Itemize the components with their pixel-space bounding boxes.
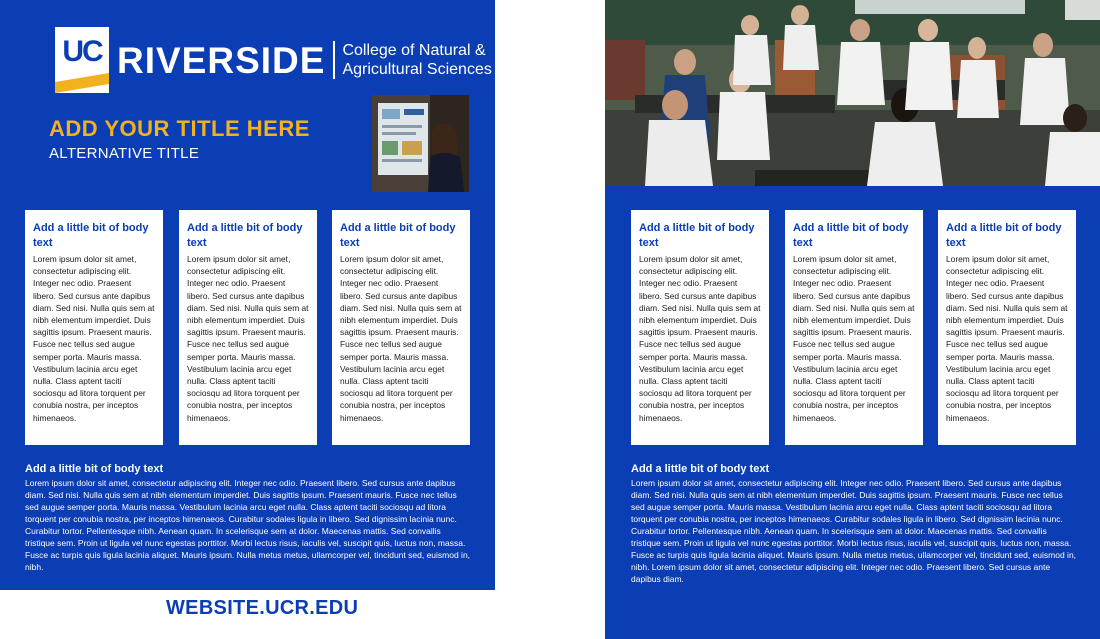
uc-logo-mark: [55, 27, 109, 93]
body-text-card: [631, 210, 769, 445]
college-name-line-1: College of Natural &: [342, 42, 486, 59]
bottom-text-block: [631, 463, 1077, 585]
card-heading: Add a little bit of body text: [639, 222, 755, 249]
card-heading: Add a little bit of body text: [946, 222, 1062, 249]
body-text-card: [332, 210, 470, 445]
body-text-card: [938, 210, 1076, 445]
body-text-card: [179, 210, 317, 445]
lab-students-photo: [605, 0, 1100, 186]
bottom-heading: Add a little bit of body text: [631, 463, 770, 475]
college-name: [342, 41, 491, 79]
body-text-card: [25, 210, 163, 445]
card-body: Lorem ipsum dolor sit amet, consectetur adipiscing elit. Integer nec odio. Praesent libero. Sed cursus ante dapibus diam. Sed nisi. Nulla quis sem at nibh elementum imperdiet. Duis sagittis ipsum. Praesent mauris. Fusce nec tellus sed augue semper porta. Mauris massa. Vestibulum lacinia arcu eget nulla. Class aptent taciti sociosqu ad litora torquent per conubia nostra, per inceptos himenaeos.: [33, 254, 155, 423]
ucr-logo: [55, 27, 492, 93]
flyer-title: ADD YOUR TITLE HERE: [49, 116, 310, 141]
bottom-heading: Add a little bit of body text: [25, 463, 164, 475]
card-heading: Add a little bit of body text: [33, 222, 149, 249]
bottom-body: Lorem ipsum dolor sit amet, consectetur adipiscing elit. Integer nec odio. Praesent libero. Sed cursus ante dapibus diam. Sed nisi. Nulla quis sem at nibh elementum imperdiet. Duis sagittis ipsum. Praesent mauris. Fusce nec tellus sed augue semper porta. Mauris massa. Vestibulum lacinia arcu eget nulla. Class aptent taciti sociosqu ad litora torquent per conubia nostra, per inceptos himenaeos. Curabitur sodales ligula in libero. Sed dignissim lacinia nunc. Curabitur tortor. Pellentesque nibh. Aenean quam. In scelerisque sem at dolor. Maecenas mattis. Sed convallis tristique sem. Proin ut ligula vel nunc egestas porttitor. Morbi lectus risus, iaculis vel, suscipit quis, luctus non, massa. Fusce ac turpis quis ligula lacinia aliquet. Mauris ipsum. Nulla metus metus, ullamcorper vel, tincidunt sed, euismod in, nibh. Lorem ipsum dolor sit amet, consectetur adipiscing elit. Integer nec odio. Praesent libero. Sed cursus ante dapibus diam.: [631, 478, 1077, 584]
card-body: Lorem ipsum dolor sit amet, consectetur adipiscing elit. Integer nec odio. Praesent libero. Sed cursus ante dapibus diam. Sed nisi. Nulla quis sem at nibh elementum imperdiet. Duis sagittis ipsum. Praesent mauris. Fusce nec tellus sed augue semper porta. Mauris massa. Vestibulum lacinia arcu eget nulla. Class aptent taciti sociosqu ad litora torquent per conubia nostra, per inceptos himenaeos.: [187, 254, 309, 423]
logo-wordmark: RIVERSIDE: [117, 39, 326, 81]
card-body: Lorem ipsum dolor sit amet, consectetur adipiscing elit. Integer nec odio. Praesent libero. Sed cursus ante dapibus diam. Sed nisi. Nulla quis sem at nibh elementum imperdiet. Duis sagittis ipsum. Praesent mauris. Fusce nec tellus sed augue semper porta. Mauris massa. Vestibulum lacinia arcu eget nulla. Class aptent taciti sociosqu ad litora torquent per conubia nostra, per inceptos himenaeos.: [793, 254, 915, 423]
card-body: Lorem ipsum dolor sit amet, consectetur adipiscing elit. Integer nec odio. Praesent libero. Sed cursus ante dapibus diam. Sed nisi. Nulla quis sem at nibh elementum imperdiet. Duis sagittis ipsum. Praesent mauris. Fusce nec tellus sed augue semper porta. Mauris massa. Vestibulum lacinia arcu eget nulla. Class aptent taciti sociosqu ad litora torquent per conubia nostra, per inceptos himenaeos.: [639, 254, 761, 423]
uc-logo-letters: UC: [62, 35, 102, 68]
website-url: WEBSITE.UCR.EDU: [166, 597, 359, 619]
flyer-page-right: [605, 0, 1100, 639]
flyer-alt-title: ALTERNATIVE TITLE: [49, 145, 200, 162]
body-text-card: [785, 210, 923, 445]
card-body: Lorem ipsum dolor sit amet, consectetur adipiscing elit. Integer nec odio. Praesent libero. Sed cursus ante dapibus diam. Sed nisi. Nulla quis sem at nibh elementum imperdiet. Duis sagittis ipsum. Praesent mauris. Fusce nec tellus sed augue semper porta. Mauris massa. Vestibulum lacinia arcu eget nulla. Class aptent taciti sociosqu ad litora torquent per conubia nostra, per inceptos himenaeos.: [946, 254, 1068, 423]
card-heading: Add a little bit of body text: [340, 222, 456, 249]
card-heading: Add a little bit of body text: [187, 222, 303, 249]
logo-divider: [333, 41, 335, 79]
card-body: Lorem ipsum dolor sit amet, consectetur adipiscing elit. Integer nec odio. Praesent libero. Sed cursus ante dapibus diam. Sed nisi. Nulla quis sem at nibh elementum imperdiet. Duis sagittis ipsum. Praesent mauris. Fusce nec tellus sed augue semper porta. Mauris massa. Vestibulum lacinia arcu eget nulla. Class aptent taciti sociosqu ad litora torquent per conubia nostra, per inceptos himenaeos.: [340, 254, 462, 423]
bottom-text-block: [25, 463, 471, 573]
flyer-page-left: [0, 0, 495, 590]
college-name-line-2: Agricultural Sciences: [342, 61, 492, 78]
card-heading: Add a little bit of body text: [793, 222, 909, 249]
poster-presenter-photo: [372, 95, 469, 192]
logo-gold-stripe: [55, 73, 109, 93]
bottom-body: Lorem ipsum dolor sit amet, consectetur adipiscing elit. Integer nec odio. Praesent libero. Sed cursus ante dapibus diam. Sed nisi. Nulla quis sem at nibh elementum imperdiet. Duis sagittis ipsum. Praesent mauris. Fusce nec tellus sed augue semper porta. Mauris massa. Vestibulum lacinia arcu eget nulla. Class aptent taciti sociosqu ad litora torquent per conubia nostra, per inceptos himenaeos. Curabitur sodales ligula in libero. Sed dignissim lacinia nunc. Curabitur tortor. Pellentesque nibh. Aenean quam. In scelerisque sem at dolor. Maecenas mattis. Sed convallis tristique sem. Proin ut ligula vel nunc egestas porttitor. Morbi lectus risus, iaculis vel, suscipit quis, luctus non, massa. Fusce ac turpis quis ligula lacinia aliquet. Mauris ipsum. Nulla metus metus, ullamcorper vel, tincidunt sed, euismod in, nibh.: [25, 478, 471, 572]
